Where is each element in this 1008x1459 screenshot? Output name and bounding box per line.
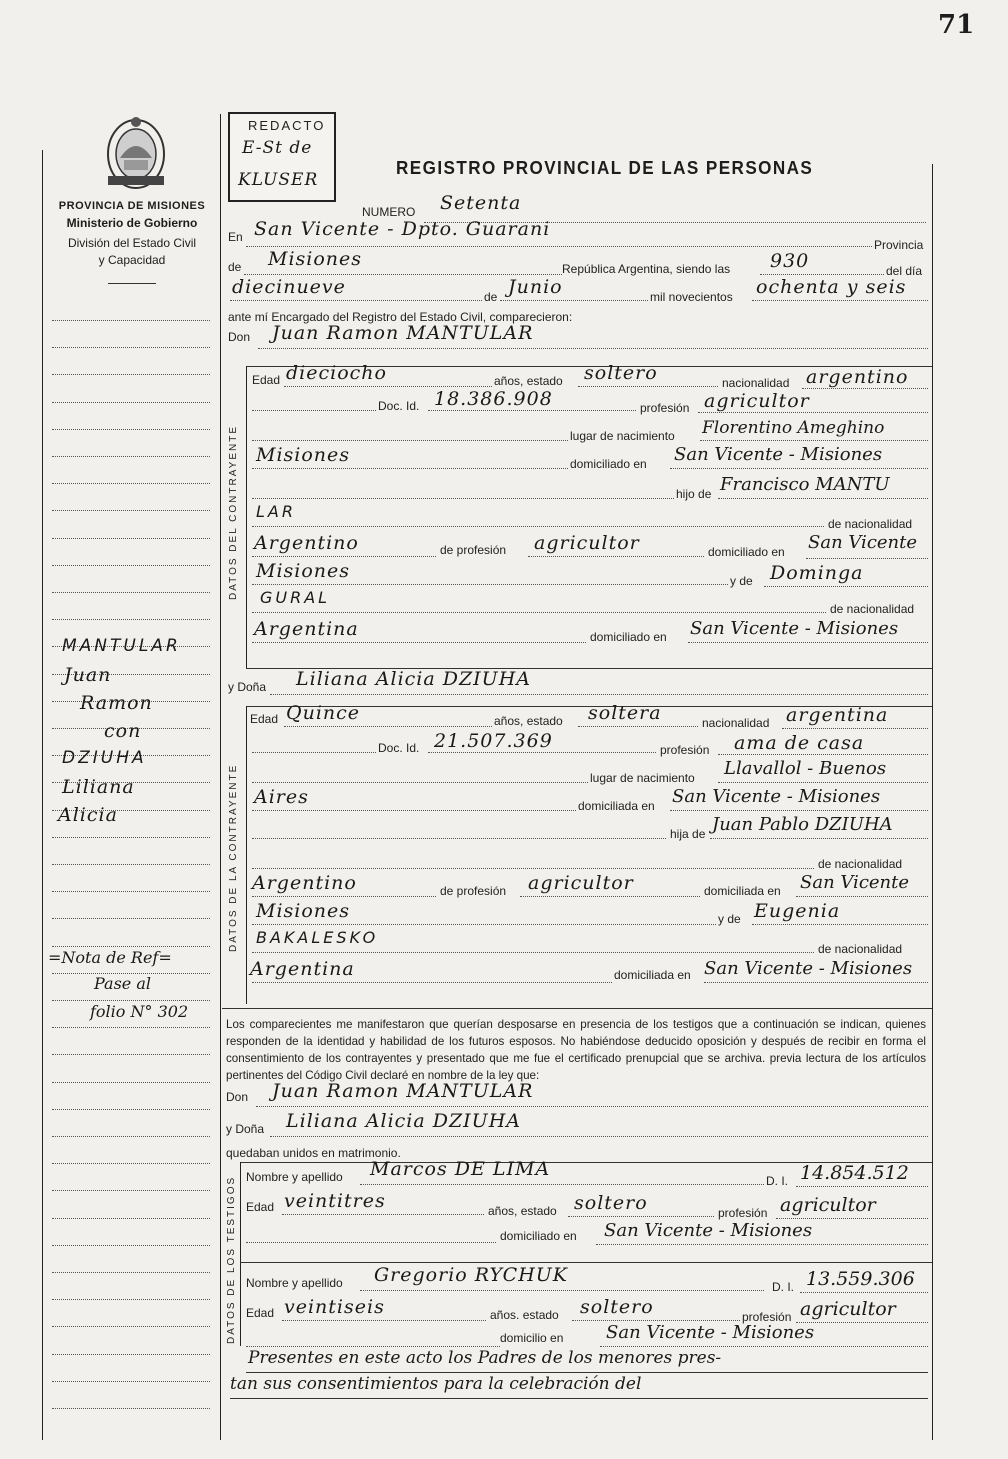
ministry-heading: Ministerio de Gobierno: [66, 216, 198, 230]
bride-father-dom-label: domiciliada en: [704, 884, 781, 898]
groom-mother-value: Dominga: [770, 562, 864, 584]
witness1-estado-label: años, estado: [488, 1204, 557, 1218]
bride-section-label: DATOS DE LA CONTRAYENTE: [228, 763, 239, 952]
margin-ruled-line: [52, 946, 210, 947]
margin-name-bride-2: Alicia: [58, 804, 118, 826]
margin-note-pase: Pase al: [94, 974, 152, 993]
month-value: Junio: [508, 276, 563, 298]
del-dia-label: del día: [886, 264, 923, 278]
margin-ruled-line: [52, 1299, 210, 1300]
groom-father-dom-value-2: Misiones: [256, 560, 351, 582]
margin-ruled-line: [52, 1218, 210, 1219]
margin-ruled-line: [52, 1190, 210, 1191]
declaration-paragraph: Los comparecientes me manifestaron que querían desposarse en presencia de los testigos que a continuación se indican, quienes responden de la identidad y habilidad de los futuros esposos. No habiéndose deducido oposición y después de recibir en forma el consentimiento de los contrayentes y presentado que me fue el certificado prenupcial que se archiva. previa lectura de los artículos pertinentes del Código Civil declaré en nombre de la ley que:: [226, 1018, 926, 1082]
groom-lugar-nac-value-2: Misiones: [256, 444, 351, 466]
bride-lugar-nac-value: Llavallol - Buenos: [724, 758, 887, 779]
province-value: Misiones: [268, 248, 363, 270]
margin-ruled-line: [52, 592, 210, 593]
place-value: San Vicente - Dpto. Guarani: [254, 218, 551, 240]
witness1-domicilio-value: San Vicente - Misiones: [604, 1220, 813, 1241]
witness2-di-label: D. I.: [772, 1280, 795, 1294]
margin-ruled-line: [52, 1272, 210, 1273]
groom-father-value: Francisco MANTU: [720, 474, 890, 495]
groom-doc-value: 18.386.908: [434, 388, 553, 410]
declaration-bride-value: Liliana Alicia DZIUHA: [286, 1110, 521, 1132]
groom-hijo-de-label: hijo de: [676, 487, 712, 501]
groom-father-dom-label: domiciliado en: [708, 545, 785, 559]
groom-edad-value: dieciocho: [286, 362, 387, 384]
coat-of-arms-emblem: [102, 114, 170, 192]
witness2-name-label: Nombre y apellido: [246, 1276, 343, 1290]
bride-edad-value: Quince: [286, 702, 361, 724]
de-label: de: [228, 260, 242, 274]
bride-mother-dom-value: San Vicente - Misiones: [704, 958, 913, 979]
en-label: En: [228, 230, 243, 244]
stamp-title: REDACTO: [248, 118, 326, 133]
margin-con: con: [104, 720, 142, 742]
bride-doc-value: 21.507.369: [434, 730, 553, 752]
margin-ruled-line: [52, 1381, 210, 1382]
day-value: diecinueve: [232, 276, 346, 298]
witness1-di-value: 14.854.512: [800, 1162, 909, 1184]
witness2-edad-value: veintiseis: [284, 1296, 385, 1318]
bride-father-prof-value: agricultor: [528, 872, 634, 894]
bride-edad-label: Edad: [250, 712, 279, 726]
notes-line-1: Presentes en este acto los Padres de los menores pres-: [248, 1348, 722, 1368]
stamp-line-2: KLUSER: [238, 170, 319, 190]
bride-father-dom-value: San Vicente: [800, 872, 910, 893]
margin-note-folio: folio N° 302: [90, 1002, 189, 1021]
witness2-name-value: Gregorio RYCHUK: [374, 1264, 568, 1286]
groom-estado-label: años, estado: [494, 374, 563, 388]
groom-nacionalidad-value: argentino: [806, 366, 909, 388]
margin-ruled-line: [52, 320, 210, 321]
bride-father-nac-value: Argentino: [252, 872, 357, 894]
groom-nacionalidad-label: nacionalidad: [722, 376, 790, 390]
groom-profesion-label: profesión: [640, 401, 690, 415]
declaration-groom-value: Juan Ramon MANTULAR: [272, 1080, 534, 1102]
witness2-estado-label: años. estado: [490, 1308, 559, 1322]
bride-lugar-nac-label: lugar de nacimiento: [590, 771, 695, 785]
groom-father-value-2: LAR: [256, 502, 296, 521]
bride-mother-nac-label: de nacionalidad: [818, 942, 903, 956]
groom-profesion-value: agricultor: [704, 390, 810, 412]
margin-ruled-line: [52, 864, 210, 865]
groom-y-de-label: y de: [730, 574, 753, 588]
groom-doc-label: Doc. Id.: [378, 399, 420, 413]
groom-name-value: Juan Ramon MANTULAR: [272, 322, 534, 344]
margin-ruled-line: [52, 374, 210, 375]
margin-ruled-line: [52, 619, 210, 620]
witness2-domicilio-value: San Vicente - Misiones: [606, 1322, 815, 1343]
margin-surname-groom: MANTULAR: [62, 636, 181, 656]
margin-ruled-line: [52, 1245, 210, 1246]
bride-hija-de-label: hija de: [670, 827, 706, 841]
margin-ruled-line: [52, 1082, 210, 1083]
margin-ruled-line: [52, 1136, 210, 1137]
bride-y-de-label: y de: [718, 912, 741, 926]
witness1-di-label: D. I.: [766, 1174, 789, 1188]
witness1-name-value: Marcos DE LIMA: [370, 1158, 551, 1180]
groom-domicilio-value: San Vicente - Misiones: [674, 444, 883, 465]
witnesses-section-label: DATOS DE LOS TESTIGOS: [226, 1175, 237, 1344]
margin-ruled-line: [52, 1354, 210, 1355]
record-number-value: Setenta: [440, 192, 522, 214]
witness1-estado-value: soltero: [574, 1192, 648, 1214]
notes-line-2: tan sus consentimientos para la celebración del: [230, 1374, 642, 1394]
bride-father-nac-label: de nacionalidad: [818, 857, 903, 871]
redacto-stamp: [228, 112, 336, 202]
witness2-edad-label: Edad: [246, 1306, 275, 1320]
witness2-estado-value: soltero: [580, 1296, 654, 1318]
witness1-domicilio-label: domiciliado en: [500, 1229, 577, 1243]
margin-ruled-line: [52, 347, 210, 348]
margin-name-bride-1: Liliana: [62, 776, 135, 798]
witness1-edad-label: Edad: [246, 1200, 275, 1214]
groom-lugar-nac-value: Florentino Ameghino: [702, 418, 885, 438]
bride-domicilio-label: domiciliada en: [578, 799, 655, 813]
bride-nacionalidad-label: nacionalidad: [702, 716, 770, 730]
margin-ruled-line: [52, 1054, 210, 1055]
margin-ruled-line: [52, 1000, 210, 1001]
witness1-name-label: Nombre y apellido: [246, 1170, 343, 1184]
margin-ruled-line: [52, 1163, 210, 1164]
margin-ruled-line: [52, 565, 210, 566]
groom-father-prof-label: de profesión: [440, 543, 507, 557]
bride-mother-value-2: BAKALESKO: [256, 928, 379, 947]
margin-ruled-line: [52, 918, 210, 919]
bride-profesion-label: profesión: [660, 743, 710, 757]
republica-label: República Argentina, siendo las: [562, 262, 731, 276]
numero-label: NUMERO: [362, 205, 416, 219]
margin-ruled-line: [52, 429, 210, 430]
margin-ruled-line: [52, 1408, 210, 1409]
bride-doc-label: Doc. Id.: [378, 741, 420, 755]
groom-estado-value: soltero: [584, 362, 658, 384]
year-value: ochenta y seis: [756, 276, 907, 298]
groom-edad-label: Edad: [252, 373, 281, 387]
province-heading: PROVINCIA DE MISIONES: [58, 200, 206, 212]
ante-label: ante mí Encargado del Registro del Estado Civil, comparecieron:: [228, 310, 573, 324]
division-line-2: y Capacidad: [98, 253, 166, 267]
groom-father-nac-label: de nacionalidad: [828, 517, 913, 531]
margin-ruled-line: [52, 1109, 210, 1110]
groom-father-nac-value: Argentino: [254, 532, 359, 554]
time-value: 930: [770, 250, 810, 272]
bride-nacionalidad-value: argentina: [786, 704, 889, 726]
margin-ruled-line: [52, 538, 210, 539]
bride-mother-dom-label: domiciliada en: [614, 968, 691, 982]
page-number: 71: [938, 10, 975, 40]
groom-mother-nac-label: de nacionalidad: [830, 602, 915, 616]
groom-mother-nac-value: Argentina: [254, 618, 359, 640]
groom-section-label: DATOS DEL CONTRAYENTE: [228, 425, 239, 600]
margin-ruled-line: [52, 483, 210, 484]
stamp-line-1: E-St de: [242, 138, 313, 158]
witness2-domicilio-label: domicilio en: [500, 1331, 564, 1345]
witness2-profesion-label: profesión: [742, 1310, 792, 1324]
witness2-profesion-value: agricultor: [800, 1298, 896, 1320]
bride-domicilio-value: San Vicente - Misiones: [672, 786, 881, 807]
division-line-1: División del Estado Civil: [67, 236, 197, 250]
margin-surname-bride: DZIUHA: [62, 748, 147, 768]
groom-lugar-nac-label: lugar de nacimiento: [570, 429, 675, 443]
bride-mother-nac-value: Argentina: [250, 958, 355, 980]
declaration-don-label: Don: [226, 1090, 249, 1104]
bride-profesion-value: ama de casa: [734, 732, 865, 754]
de-mes-label: de: [484, 290, 498, 304]
groom-father-prof-value: agricultor: [534, 532, 640, 554]
margin-ruled-line: [52, 1326, 210, 1327]
bride-name-value: Liliana Alicia DZIUHA: [296, 668, 531, 690]
margin-ruled-line: [52, 1027, 210, 1028]
margin-note-ref: =Nota de Ref=: [48, 948, 172, 967]
bride-mother-value: Eugenia: [754, 900, 841, 922]
groom-mother-dom-label: domiciliado en: [590, 630, 667, 644]
y-dona-label: y Doña: [228, 680, 267, 694]
margin-name-groom-2: Ramon: [80, 692, 153, 714]
margin-ruled-line: [52, 510, 210, 511]
bride-estado-label: años, estado: [494, 714, 563, 728]
margin-ruled-line: [52, 456, 210, 457]
groom-domicilio-label: domiciliado en: [570, 457, 647, 471]
bride-father-value: Juan Pablo DZIUHA: [712, 814, 893, 835]
groom-father-dom-value: San Vicente: [808, 532, 918, 553]
bride-lugar-nac-value-2: Aires: [254, 786, 309, 808]
mil-novecientos-label: mil novecientos: [650, 290, 733, 304]
groom-mother-dom-value: San Vicente - Misiones: [690, 618, 899, 639]
witness1-profesion-value: agricultor: [780, 1194, 876, 1216]
don-label: Don: [228, 330, 251, 344]
groom-mother-value-2: GURAL: [260, 588, 331, 607]
bride-estado-value: soltera: [588, 702, 662, 724]
document-title: REGISTRO PROVINCIAL DE LAS PERSONAS: [396, 158, 814, 178]
margin-ruled-line: [52, 402, 210, 403]
provincia-label: Provincia: [874, 238, 924, 252]
witness2-di-value: 13.559.306: [806, 1268, 915, 1290]
declaration-dona-label: y Doña: [226, 1122, 265, 1136]
witness1-profesion-label: profesión: [718, 1206, 768, 1220]
margin-ruled-line: [52, 837, 210, 838]
margin-ruled-line: [52, 891, 210, 892]
quedaban-label: quedaban unidos en matrimonio.: [226, 1146, 401, 1160]
margin-name-groom-1: Juan: [64, 664, 112, 686]
bride-father-prof-label: de profesión: [440, 884, 507, 898]
bride-father-dom-value-2: Misiones: [256, 900, 351, 922]
witness1-edad-value: veintitres: [284, 1190, 386, 1212]
